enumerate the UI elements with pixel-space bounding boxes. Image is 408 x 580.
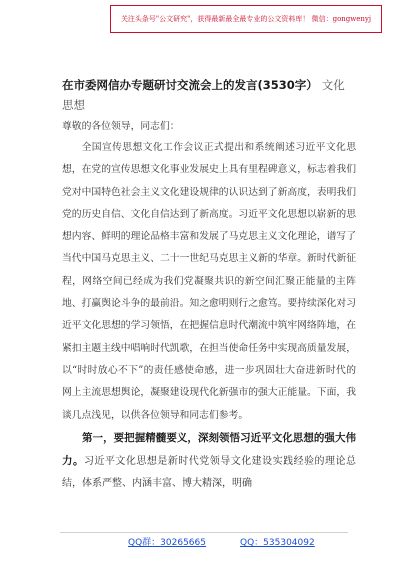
document-page [62,38,356,496]
heading-bold-text: 第一，要把握精髓要义，深刻领悟习近平文化思想的强大伟力。 [62,431,356,468]
salutation: 尊敬的各位领导，同志们： [62,121,180,132]
qq-contact-link[interactable]: QQ：535304092 [240,538,315,548]
footer-divider [60,532,348,533]
heading-body-text: 习近平文化思想是新时代党领导文化建设实践经验的理论总结，体系严整、内涵丰富、博大精深，明确 [62,456,357,490]
footer [0,532,408,548]
qq-group-link[interactable]: QQ群：30265665 [128,538,206,548]
top-banner: 关注头条号"公文研究"，获得最新最全最专业的公文资料库！ 微信：gongwenyj [110,5,382,33]
title-main: 在市委网信办专题研讨交流会上的发言(3530字） [62,78,318,92]
paragraph-intro: 全国宣传思想文化工作会议正式提出和系统阐述习近平文化思想，在党的宣传思想文化事业发展史上具有里程碑意义，标志着我们党对中国特色社会主义文化建设规律的认识达到了新高度，表明我们党的历史自信、文化自信达到了新高度。习近平文化思想以崭新的思想内容、鲜明的理论品格丰富和发展了马克思主义文化理论，谱写了当代中国马克思主义、二十一世纪马克思主义新的华章。新时代新征程，网络空间已经成为我们党凝聚共识的新空间汇聚正能量的主阵地、打赢舆论斗争的最前沿。知之愈明则行之愈笃。要持续深化对习近平文化思想的学习领悟，在把握信息时代潮流中筑牢网络阵地，在紧扣主题主线中唱响时代凯歌，在担当使命任务中实现高质量发展，以“时时放心不下”的责任感使命感，进一步巩固壮大奋进新时代的网上主流思想舆论，凝聚建设现代化新强市的强大正能量。下面，我谈几点浅见，以供各位领导和同志们参考。 [62,142,356,421]
section-heading-1 [62,427,356,496]
title-tail: 文化思想 [62,78,345,112]
document-title [62,75,356,115]
